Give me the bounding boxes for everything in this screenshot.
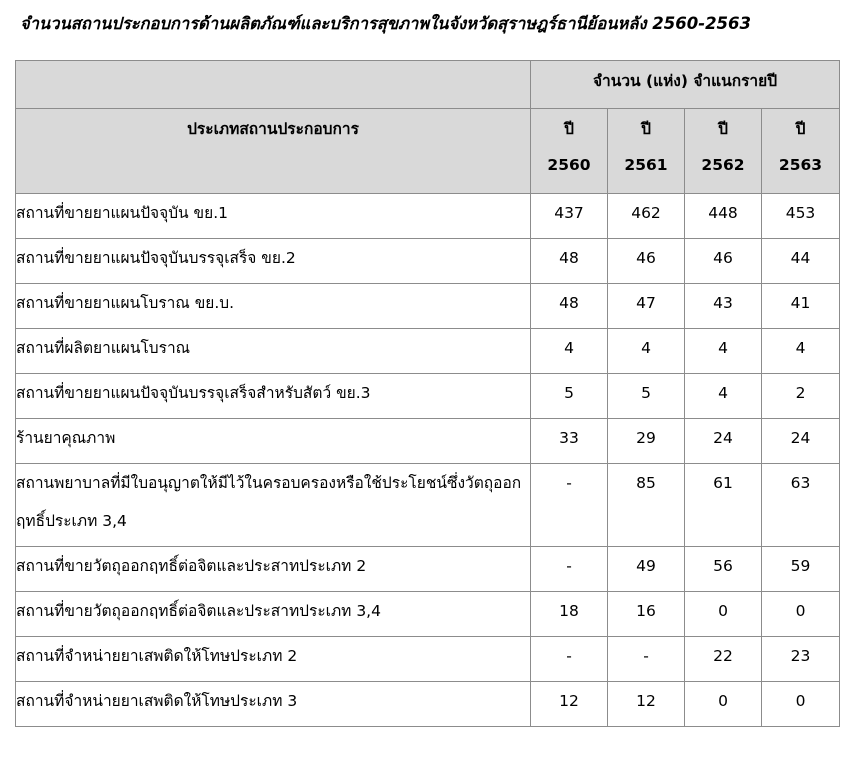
year-value: 2560: [547, 156, 591, 174]
type-header: ประเภทสถานประกอบการ: [187, 120, 359, 138]
count-cell: 453: [762, 194, 840, 239]
count-cell: 4: [685, 374, 762, 419]
establishment-type: ร้านยาคุณภาพ: [16, 419, 531, 464]
count-cell: 22: [685, 637, 762, 682]
table-row: [16, 329, 840, 374]
year-header-cell: [685, 109, 762, 194]
count-cell: 16: [608, 592, 685, 637]
count-cell: 437: [531, 194, 608, 239]
year-value: 2561: [624, 156, 668, 174]
table-header-row: [16, 109, 840, 194]
establishment-type: สถานพยาบาลที่มีใบอนุญาตให้มีไว้ในครอบครองหรือใช้ประโยชน์ซึ่งวัตถุออกฤทธิ์ประเภท 3,4: [16, 464, 531, 547]
count-cell: 23: [762, 637, 840, 682]
count-cell: 47: [608, 284, 685, 329]
establishment-type: สถานที่จำหน่ายยาเสพติดให้โทษประเภท 2: [16, 637, 531, 682]
establishment-type: สถานที่ขายยาแผนโบราณ ขย.บ.: [16, 284, 531, 329]
count-cell: 43: [685, 284, 762, 329]
count-cell: 0: [762, 592, 840, 637]
count-cell: 49: [608, 547, 685, 592]
count-cell: 5: [531, 374, 608, 419]
establishment-type: สถานที่จำหน่ายยาเสพติดให้โทษประเภท 3: [16, 682, 531, 727]
count-cell: 4: [685, 329, 762, 374]
table-row: [16, 239, 840, 284]
unit-header-cell: [531, 61, 840, 109]
year-header-cell: [608, 109, 685, 194]
count-cell: 2: [762, 374, 840, 419]
establishment-type: สถานที่ผลิตยาแผนโบราณ: [16, 329, 531, 374]
year-value: 2562: [701, 156, 745, 174]
year-prefix: ปี: [641, 120, 651, 138]
year-prefix: ปี: [718, 120, 728, 138]
establishment-type: สถานที่ขายยาแผนปัจจุบันบรรจุเสร็จสำหรับสัตว์ ขย.3: [16, 374, 531, 419]
count-cell: 46: [608, 239, 685, 284]
establishment-type: สถานที่ขายยาแผนปัจจุบัน ขย.1: [16, 194, 531, 239]
year-header-cell: [762, 109, 840, 194]
count-cell: 12: [608, 682, 685, 727]
table-row: [16, 464, 840, 547]
count-cell: 48: [531, 284, 608, 329]
count-cell: 59: [762, 547, 840, 592]
count-cell: 5: [608, 374, 685, 419]
count-cell: 18: [531, 592, 608, 637]
count-cell: 41: [762, 284, 840, 329]
table-row: [16, 592, 840, 637]
table-row: [16, 374, 840, 419]
count-cell: 46: [685, 239, 762, 284]
count-cell: 63: [762, 464, 840, 547]
year-prefix: ปี: [564, 120, 574, 138]
table-row: [16, 284, 840, 329]
count-cell: 0: [685, 682, 762, 727]
table-row: [16, 547, 840, 592]
count-cell: 44: [762, 239, 840, 284]
year-header-cell: [531, 109, 608, 194]
unit-header: จำนวน (แห่ง) จำแนกรายปี: [592, 72, 778, 90]
count-cell: 61: [685, 464, 762, 547]
establishment-type: สถานที่ขายวัตถุออกฤทธิ์ต่อจิตและประสาทประเภท 2: [16, 547, 531, 592]
count-cell: 448: [685, 194, 762, 239]
header-empty-cell: [16, 61, 531, 109]
establishment-type: สถานที่ขายยาแผนปัจจุบันบรรจุเสร็จ ขย.2: [16, 239, 531, 284]
table-header-row: [16, 61, 840, 109]
count-cell: 56: [685, 547, 762, 592]
count-cell: 4: [762, 329, 840, 374]
year-prefix: ปี: [795, 120, 806, 138]
count-cell: 85: [608, 464, 685, 547]
count-cell: 29: [608, 419, 685, 464]
count-cell: -: [531, 637, 608, 682]
count-cell: 0: [685, 592, 762, 637]
count-cell: 4: [608, 329, 685, 374]
table-row: [16, 419, 840, 464]
count-cell: 4: [531, 329, 608, 374]
count-cell: -: [531, 464, 608, 547]
type-header-cell: [16, 109, 531, 194]
establishment-type: สถานที่ขายวัตถุออกฤทธิ์ต่อจิตและประสาทประเภท 3,4: [16, 592, 531, 637]
table-row: [16, 637, 840, 682]
year-value: 2563: [778, 156, 823, 174]
document-title: จำนวนสถานประกอบการด้านผลิตภัณฑ์และบริการสุขภาพในจังหวัดสุราษฎร์ธานีย้อนหลัง 2560-2563: [20, 14, 752, 33]
table-row: [16, 682, 840, 727]
count-cell: 24: [762, 419, 840, 464]
establishments-table: [15, 60, 840, 727]
count-cell: 0: [762, 682, 840, 727]
count-cell: 48: [531, 239, 608, 284]
count-cell: 33: [531, 419, 608, 464]
count-cell: -: [608, 637, 685, 682]
count-cell: 24: [685, 419, 762, 464]
count-cell: -: [531, 547, 608, 592]
count-cell: 12: [531, 682, 608, 727]
table-row: [16, 194, 840, 239]
count-cell: 462: [608, 194, 685, 239]
